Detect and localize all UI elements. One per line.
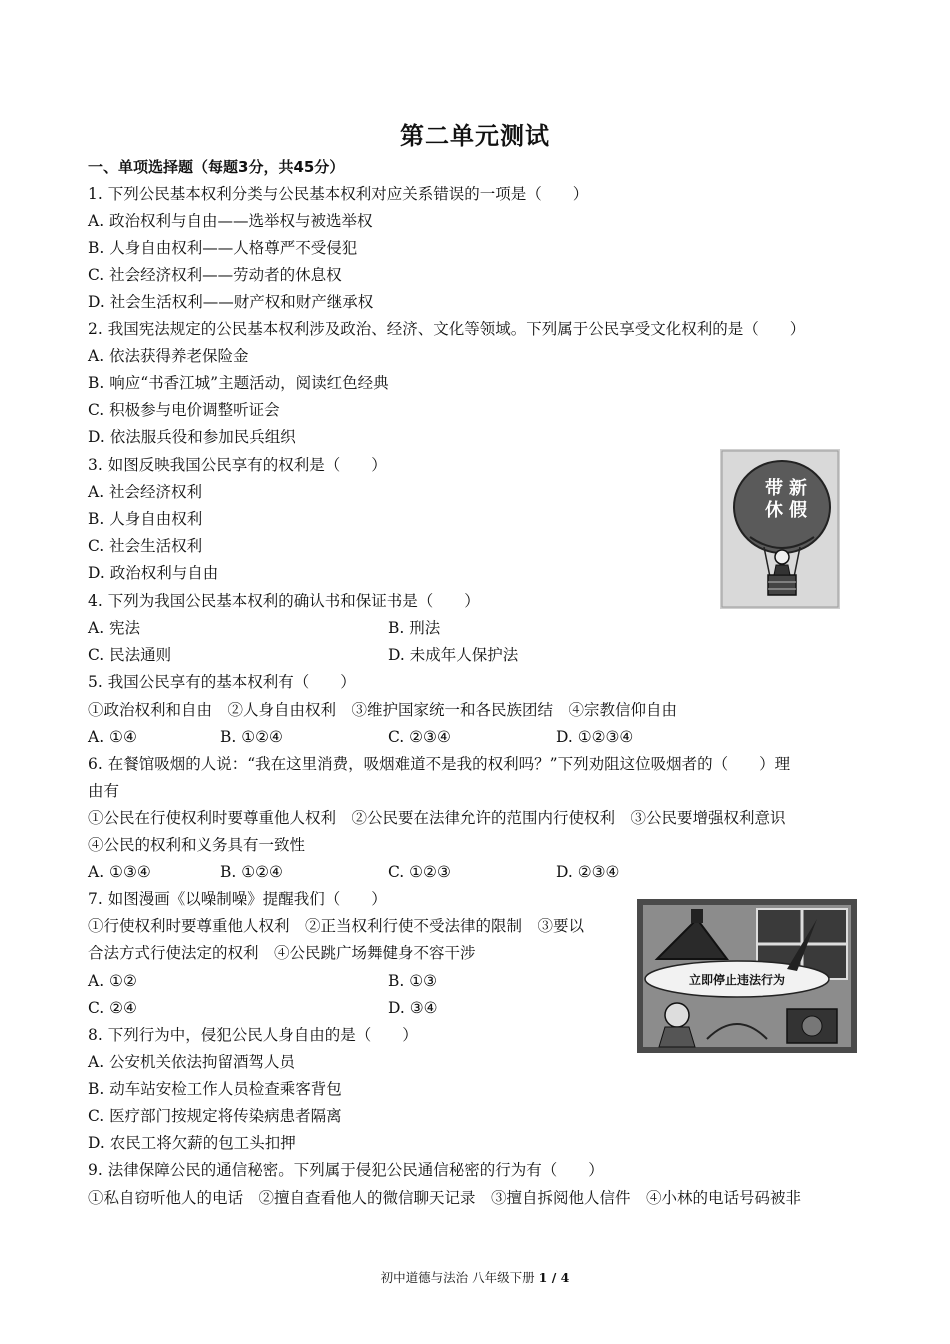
noise-cartoon-image bbox=[637, 899, 857, 1053]
question-2-option-d: D. 依法服兵役和参加民兵组织 bbox=[88, 428, 296, 446]
question-4-option-d: D. 未成年人保护法 bbox=[388, 646, 519, 664]
cartoon-caption-text: 立即停止违法行为 bbox=[688, 973, 786, 987]
question-6-items-line2: ④公民的权利和义务具有一致性 bbox=[88, 836, 306, 854]
question-7-option-a: A. ①② bbox=[88, 972, 137, 990]
question-3-option-d: D. 政治权利与自由 bbox=[88, 564, 219, 582]
question-6-option-b: B. ①②④ bbox=[220, 863, 283, 881]
question-5-option-a: A. ①④ bbox=[88, 728, 137, 746]
page-title: 第二单元测试 bbox=[400, 122, 550, 150]
question-3-option-a: A. 社会经济权利 bbox=[88, 483, 203, 501]
question-1-option-c: C. 社会经济权利——劳动者的休息权 bbox=[88, 266, 342, 284]
page-footer bbox=[0, 1268, 950, 1286]
question-7-items-line1: ①行使权利时要尊重他人权利 ②正当权利行使不受法律的限制 ③要以 bbox=[88, 917, 585, 935]
question-7-items-line2: 合法方式行使法定的权利 ④公民跳广场舞健身不容干涉 bbox=[88, 944, 476, 962]
question-1-option-a: A. 政治权利与自由——选举权与被选举权 bbox=[88, 212, 373, 230]
question-8-stem: 8. 下列行为中，侵犯公民人身自由的是（ ） bbox=[88, 1026, 418, 1044]
question-4-option-b: B. 刑法 bbox=[388, 619, 441, 637]
question-6-option-c: C. ①②③ bbox=[388, 863, 451, 881]
question-2-option-a: A. 依法获得养老保险金 bbox=[88, 347, 249, 365]
question-3-stem: 3. 如图反映我国公民享有的权利是（ ） bbox=[88, 456, 387, 474]
question-1-option-d: D. 社会生活权利——财产权和财产继承权 bbox=[88, 293, 374, 311]
question-8-option-d: D. 农民工将欠薪的包工头扣押 bbox=[88, 1134, 296, 1152]
balloon-text-3: 休 bbox=[765, 500, 783, 521]
question-7-stem: 7. 如图漫画《以噪制噪》提醒我们（ ） bbox=[88, 890, 387, 908]
question-1-stem: 1. 下列公民基本权利分类与公民基本权利对应关系错误的一项是（ ） bbox=[88, 185, 589, 203]
question-9-stem: 9. 法律保障公民的通信秘密。下列属于侵犯公民通信秘密的行为有（ ） bbox=[88, 1161, 604, 1179]
question-8-option-b: B. 动车站安检工作人员检查乘客背包 bbox=[88, 1080, 342, 1098]
footer-text: 初中道德与法治 八年级下册 bbox=[380, 1270, 535, 1285]
question-5-option-c: C. ②③④ bbox=[388, 728, 451, 746]
question-5-option-d: D. ①②③④ bbox=[556, 728, 634, 746]
question-2-option-c: C. 积极参与电价调整听证会 bbox=[88, 401, 280, 419]
question-7-option-b: B. ①③ bbox=[388, 972, 438, 990]
question-3-option-b: B. 人身自由权利 bbox=[88, 510, 203, 528]
question-6-items-line1: ①公民在行使权利时要尊重他人权利 ②公民要在法律允许的范围内行使权利 ③公民要增强权利意识 bbox=[88, 809, 786, 827]
question-3-option-c: C. 社会生活权利 bbox=[88, 537, 203, 555]
balloon-text-4: 假 bbox=[789, 500, 807, 521]
balloon-cartoon-image bbox=[720, 449, 840, 609]
section-heading: 一、单项选择题（每题3分，共45分） bbox=[88, 158, 345, 176]
question-6-option-a: A. ①③④ bbox=[88, 863, 151, 881]
question-4-stem: 4. 下列为我国公民基本权利的确认书和保证书是（ ） bbox=[88, 592, 480, 610]
question-7-option-d: D. ③④ bbox=[388, 999, 438, 1017]
question-2-stem: 2. 我国宪法规定的公民基本权利涉及政治、经济、文化等领域。下列属于公民享受文化权利的是（ ） bbox=[88, 320, 806, 338]
question-1-option-b: B. 人身自由权利——人格尊严不受侵犯 bbox=[88, 239, 358, 257]
page-number: 1 / 4 bbox=[538, 1270, 570, 1285]
balloon-text-1: 带 bbox=[765, 478, 783, 499]
question-6-stem-line1: 6. 在餐馆吸烟的人说：“我在这里消费，吸烟难道不是我的权利吗？”下列劝阻这位吸烟者的（ ）理 bbox=[88, 755, 791, 773]
question-5-options-row bbox=[0, 724, 950, 750]
balloon-text-2: 新 bbox=[789, 478, 807, 499]
question-5-stem: 5. 我国公民享有的基本权利有（ ） bbox=[88, 673, 356, 691]
question-7-option-c: C. ②④ bbox=[88, 999, 137, 1017]
question-5-option-b: B. ①②④ bbox=[220, 728, 283, 746]
question-4-option-c: C. 民法通则 bbox=[88, 646, 172, 664]
question-4-option-a: A. 宪法 bbox=[88, 619, 141, 637]
question-6-options-row bbox=[0, 859, 950, 885]
question-6-stem-line2: 由有 bbox=[88, 782, 120, 800]
question-2-option-b: B. 响应“书香江城”主题活动，阅读红色经典 bbox=[88, 374, 389, 392]
question-5-items: ①政治权利和自由 ②人身自由权利 ③维护国家统一和各民族团结 ④宗教信仰自由 bbox=[88, 701, 678, 719]
question-6-option-d: D. ②③④ bbox=[556, 863, 620, 881]
question-9-items: ①私自窃听他人的电话 ②擅自查看他人的微信聊天记录 ③擅自拆阅他人信件 ④小林的电话号码被非 bbox=[88, 1189, 802, 1207]
question-8-option-c: C. 医疗部门按规定将传染病患者隔离 bbox=[88, 1107, 342, 1125]
question-8-option-a: A. 公安机关依法拘留酒驾人员 bbox=[88, 1053, 296, 1071]
